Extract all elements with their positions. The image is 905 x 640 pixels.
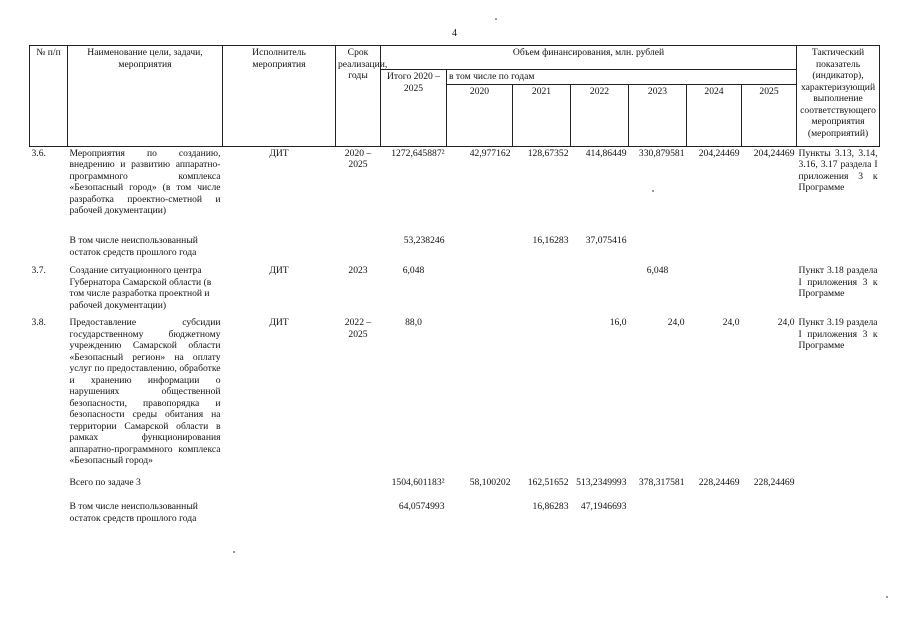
row-total: 1504,601183² [391, 477, 445, 488]
header-executor: Исполнитель мероприятия [223, 46, 336, 147]
row-2022: 47,1946693 [580, 501, 627, 512]
row-2025: 228,24469 [753, 477, 795, 488]
page-number: 4 [452, 28, 457, 39]
header-year-2025: 2025 [742, 84, 797, 146]
funding-table [29, 45, 880, 530]
row-2020: 58,100202 [469, 477, 511, 488]
header-name: Наименование цели, задачи, мероприятия [68, 46, 223, 147]
row-name: Создание ситуационного центра Губернатора Самарской области (в том числе разработка проектной и рабочей документации) [69, 265, 212, 311]
table-row [30, 500, 880, 530]
row-2023: 24,0 [667, 317, 685, 328]
row-2021: 162,51652 [527, 477, 569, 488]
row-total: 64,0574993 [398, 501, 445, 512]
row-name: В том числе неиспользованный остаток средств прошлого года [69, 235, 198, 258]
row-term: 2023 [348, 265, 368, 276]
header-indicator: Тактический показатель (индикатор), характеризующий выполнение соответствующего мероприятия (мероприятий) [797, 46, 880, 147]
row-total: 88,0 [405, 317, 422, 328]
row-2021: 16,16283 [532, 235, 569, 246]
row-num: 3.6. [31, 147, 46, 159]
row-2022: 37,075416 [585, 235, 627, 246]
table-row [30, 316, 880, 476]
row-indicator: Пункт 3.19 раздела I приложения 3 к Программе [798, 317, 878, 351]
row-indicator: Пункты 3.13, 3.14, 3.16, 3.17 раздела I приложения 3 к Программе [798, 147, 878, 193]
row-num: 3.8. [31, 317, 46, 328]
row-2022: 414,86449 [585, 147, 627, 159]
row-2020: 42,977162 [469, 147, 511, 159]
header-year-2020: 2020 [447, 84, 513, 146]
table-row [30, 146, 880, 234]
table-row [30, 476, 880, 500]
row-2023: 330,879581 [638, 147, 685, 159]
header-term: Срок реализации, годы [336, 46, 381, 147]
scan-speck [233, 551, 235, 553]
row-executor: ДИТ [269, 147, 289, 159]
row-2023: 378,317581 [638, 477, 685, 488]
row-term: 2020 – 2025 [344, 147, 372, 170]
header-num: № п/п [30, 46, 68, 147]
header-year-2022: 2022 [571, 84, 629, 146]
row-name: В том числе неиспользованный остаток средств прошлого года [69, 501, 198, 524]
table-row [30, 234, 880, 264]
row-total: 53,238246 [403, 235, 445, 246]
row-2025: 24,0 [777, 317, 795, 328]
row-num: 3.7. [31, 265, 46, 276]
row-name: Всего по задаче 3 [69, 477, 141, 488]
row-executor: ДИТ [269, 265, 289, 276]
row-name: Предоставление субсидии государственному бюджетному учреждению Самарской области «Безопасный регион» на оплату услуг по предоставлению, обработке и хранению информации о нарушениях общественной безопасности, правопорядка и безопасности среды обитания на территории Самарской области в рамках функционирования аппаратно-программного комплекса «Безопасный город» [69, 317, 221, 466]
header-year-2023: 2023 [629, 84, 687, 146]
scan-speck [886, 596, 888, 598]
header-year-2024: 2024 [687, 84, 742, 146]
row-2021: 128,67352 [527, 147, 569, 159]
row-2024: 204,24469 [698, 147, 740, 159]
row-2024: 24,0 [722, 317, 740, 328]
row-2021: 16,86283 [532, 501, 569, 512]
row-indicator: Пункт 3.18 раздела I приложения 3 к Программе [798, 265, 878, 299]
scan-speck [495, 18, 497, 20]
row-term: 2022 – 2025 [344, 317, 372, 340]
row-2025: 204,24469 [753, 147, 795, 159]
row-executor: ДИТ [269, 317, 289, 328]
row-2024: 228,24469 [698, 477, 740, 488]
scan-speck [652, 190, 654, 192]
row-total: 1272,645887² [391, 147, 445, 159]
row-name: Мероприятия по созданию, внедрению и развитию аппаратно-программного комплекса «Безопасный город» (в том числе разработка проектно-сметной и рабочей документации) [69, 147, 221, 216]
row-2022: 16,0 [609, 317, 627, 328]
header-funding: Объем финансирования, млн. рублей [381, 46, 797, 70]
row-2023: 6,048 [646, 265, 669, 276]
header-total: Итого 2020 – 2025 [381, 70, 447, 147]
table-row [30, 264, 880, 316]
header-year-2021: 2021 [513, 84, 571, 146]
row-2022: 513,2349993 [576, 477, 627, 488]
row-total: 6,048 [402, 265, 425, 276]
header-by-years: в том числе по годам [447, 70, 797, 85]
